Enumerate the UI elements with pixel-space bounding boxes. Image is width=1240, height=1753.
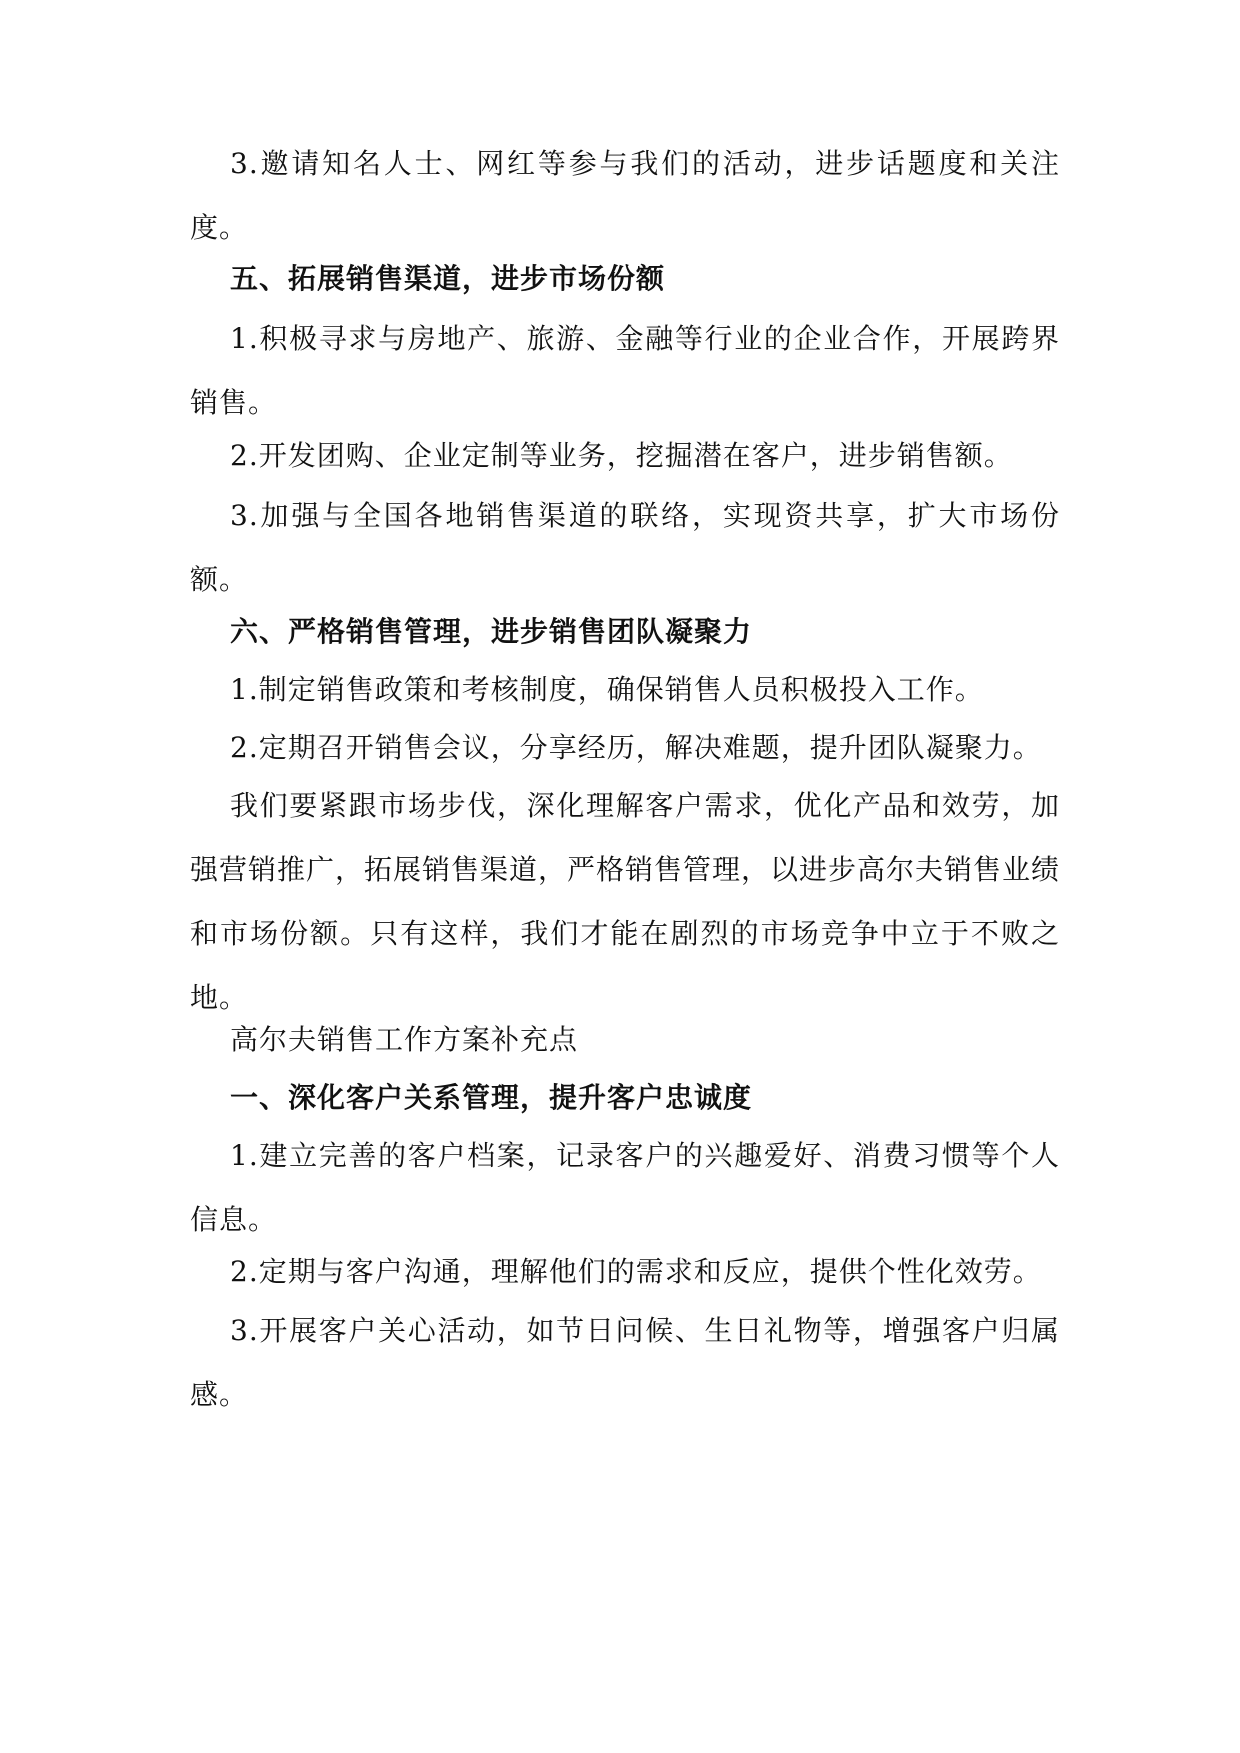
paragraph-customer-care: 3.开展客户关心活动，如节日问候、生日礼物等，增强客户归属感。 <box>190 1314 1060 1411</box>
section-heading-6: 六、严格销售管理，进步销售团队凝聚力 <box>230 615 753 648</box>
paragraph-customer-communication: 2.定期与客户沟通，理解他们的需求和反应，提供个性化效劳。 <box>230 1255 1042 1288</box>
section-heading-5: 五、拓展销售渠道，进步市场份额 <box>230 262 666 295</box>
paragraph-channel-contact: 3.加强与全国各地销售渠道的联络，实现资共享，扩大市场份额。 <box>190 499 1060 596</box>
paragraph-invite-celebrities: 3.邀请知名人士、网红等参与我们的活动，进步话题度和关注度。 <box>190 147 1060 244</box>
paragraph-sales-policy: 1.制定销售政策和考核制度，确保销售人员积极投入工作。 <box>230 673 984 706</box>
paragraph-conclusion: 我们要紧跟市场步伐，深化理解客户需求，优化产品和效劳，加强营销推广，拓展销售渠道，严格销售管理，以进步高尔夫销售业绩和市场份额。只有这样，我们才能在剧烈的市场竞争中立于不败之地。 <box>190 789 1061 1014</box>
paragraph-customer-profile: 1.建立完善的客户档案，记录客户的兴趣爱好、消费习惯等个人信息。 <box>190 1139 1060 1236</box>
supplement-title: 高尔夫销售工作方案补充点 <box>230 1023 579 1056</box>
paragraph-crossover-sales: 1.积极寻求与房地产、旅游、金融等行业的企业合作，开展跨界销售。 <box>190 322 1060 419</box>
paragraph-sales-meetings: 2.定期召开销售会议，分享经历，解决难题，提升团队凝聚力。 <box>230 731 1042 764</box>
paragraph-group-buying: 2.开发团购、企业定制等业务，挖掘潜在客户，进步销售额。 <box>230 439 1013 472</box>
section-heading-1: 一、深化客户关系管理，提升客户忠诚度 <box>230 1081 753 1114</box>
